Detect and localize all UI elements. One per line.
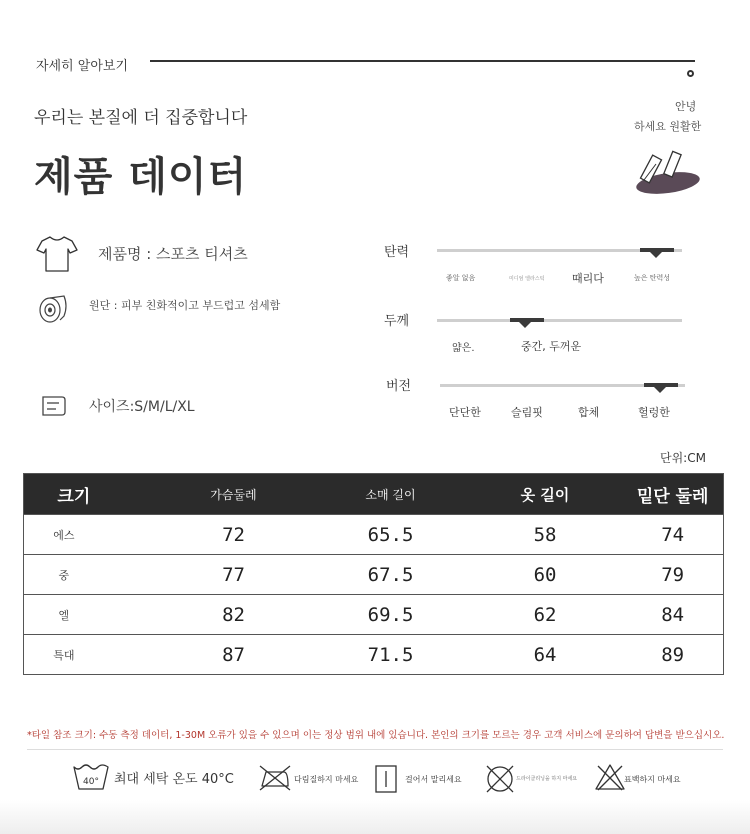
care-no-dryclean: 드라이클리닝을 하지 마세요 (516, 776, 578, 782)
fit-option-1: 단단한 (449, 406, 481, 419)
cell-length: 60 (533, 563, 557, 586)
page-subtitle: 우리는 본질에 더 집중합니다 (34, 108, 248, 128)
brush-decoration-icon (630, 150, 705, 200)
fabric-roll-icon (38, 292, 70, 326)
cell-length: 58 (533, 523, 557, 546)
header-size: 크기 (57, 486, 91, 507)
wash-tub-icon (72, 763, 110, 791)
thickness-option-1: 얇은. (452, 343, 475, 354)
cell-size: 특대 (53, 648, 75, 662)
page-title: 제품 데이터 (34, 154, 248, 200)
cell-sleeve: 65.5 (367, 523, 414, 546)
bottom-fade (0, 800, 750, 834)
fit-pointer-icon (654, 387, 666, 393)
cell-hem: 84 (661, 603, 685, 626)
elasticity-label: 탄력 (384, 245, 410, 260)
no-bleach-icon (594, 762, 626, 792)
section-label: 자세히 알아보기 (36, 59, 129, 74)
care-wash: 최대 세탁 온도 40°C (114, 772, 234, 787)
header-length: 옷 길이 (520, 485, 570, 504)
tshirt-icon (36, 233, 78, 275)
fit-label: 버전 (386, 379, 412, 394)
cell-chest: 82 (222, 603, 245, 626)
header-dot (687, 70, 694, 77)
cell-chest: 72 (222, 523, 245, 546)
header-sleeve: 소매 길이 (365, 487, 416, 502)
note-divider (27, 749, 723, 750)
wash-temp-symbol: 40° (83, 777, 99, 787)
no-dryclean-icon (484, 763, 516, 795)
cell-hem: 74 (661, 523, 685, 546)
cell-sleeve: 71.5 (367, 643, 414, 666)
fit-option-4: 헐렁한 (638, 406, 670, 419)
cell-length: 62 (533, 603, 557, 626)
cell-size: 에스 (53, 528, 75, 542)
unit-label: 단위:CM (660, 451, 706, 465)
elasticity-option-2: 미디엄 엘라스틱 (509, 276, 545, 282)
size-table (23, 473, 724, 675)
cell-sleeve: 69.5 (367, 603, 414, 626)
elasticity-pointer-icon (650, 252, 662, 258)
header-hem: 밑단 둘레 (636, 486, 709, 507)
cell-size: 중 (58, 568, 70, 582)
header-divider (150, 60, 695, 62)
product-name: 제품명 : 스포츠 티셔츠 (98, 245, 248, 263)
table-row (24, 554, 723, 594)
fit-option-3: 합체 (578, 406, 600, 419)
care-no-iron: 다림질하지 마세요 (294, 775, 359, 784)
product-fabric: 원단 : 피부 친화적이고 부드럽고 섬세함 (89, 299, 281, 312)
thickness-label: 두께 (384, 314, 410, 329)
elasticity-option-4: 높은 탄력성 (634, 274, 671, 282)
cell-size: 엘 (58, 608, 70, 622)
thickness-option-2: 중간, 두꺼운 (521, 340, 582, 353)
care-no-bleach: 표백하지 마세요 (624, 775, 681, 784)
cell-chest: 77 (222, 563, 245, 586)
greeting-line-1: 안녕 (675, 100, 697, 113)
thickness-pointer-icon (519, 322, 531, 328)
cell-hem: 89 (661, 643, 685, 666)
header-chest: 가슴둘레 (210, 487, 257, 502)
greeting-line-2: 하세요 원활한 (634, 120, 702, 133)
care-hang-dry: 걸어서 말리세요 (405, 775, 462, 784)
fit-option-2: 슬림핏 (511, 406, 543, 419)
elasticity-option-3: 때리다 (572, 272, 604, 285)
product-sizes: 사이즈:S/M/L/XL (89, 399, 195, 415)
cell-chest: 87 (222, 643, 245, 666)
no-iron-icon (258, 764, 292, 792)
elasticity-option-1: 좋알 없음 (446, 274, 476, 282)
measurement-note: *타일 참조 크기: 수동 측정 데이터, 1-30M 오류가 있을 수 있으며 이는 정상 범위 내에 있습니다. 본인의 크기를 모르는 경우 고객 서비스에 문의하여 답변을 받으십시오. (27, 730, 725, 741)
thickness-scale (437, 319, 682, 322)
table-row (24, 514, 723, 554)
table-row (24, 594, 723, 634)
hang-dry-icon (374, 764, 398, 794)
table-header (24, 474, 723, 514)
cell-length: 64 (533, 643, 557, 666)
cell-hem: 79 (661, 563, 685, 586)
table-row (24, 634, 723, 674)
cell-sleeve: 67.5 (367, 563, 414, 586)
size-label-icon (40, 394, 68, 418)
